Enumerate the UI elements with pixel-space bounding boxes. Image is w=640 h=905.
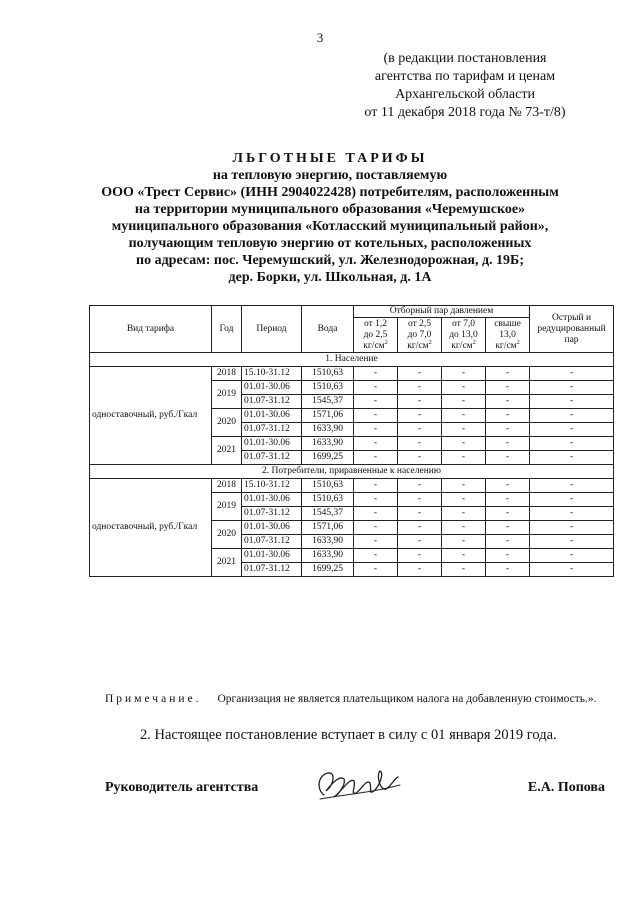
header-steam-unit	[444, 341, 483, 352]
period-cell: 01.07-31.12	[242, 507, 302, 521]
empty-value-cell: -	[486, 395, 530, 409]
reduction-line: от 11 декабря 2018 года № 73-т/8)	[364, 105, 566, 120]
period-cell: 01.07-31.12	[242, 563, 302, 577]
note	[105, 693, 597, 705]
unit-text: кг/см	[451, 340, 473, 351]
header-steam-line: до 7,0	[407, 329, 432, 340]
empty-value-cell: -	[486, 493, 530, 507]
heading-line: по адресам: пос. Черемушский, ул. Железнодорожная, д. 19Б;	[136, 253, 524, 268]
reduction-note	[340, 50, 590, 122]
empty-value-cell: -	[398, 493, 442, 507]
header-steam-4	[486, 318, 530, 353]
note-text: Организация не является плательщиком налога на добавленную стоимость.».	[217, 693, 597, 705]
empty-value-cell: -	[486, 507, 530, 521]
reduction-line: Архангельской области	[395, 87, 535, 102]
water-cell: 1633,90	[302, 535, 354, 549]
empty-value-cell: -	[530, 521, 614, 535]
empty-value-cell: -	[486, 437, 530, 451]
water-cell: 1510,63	[302, 367, 354, 381]
period-cell: 01.07-31.12	[242, 423, 302, 437]
water-cell: 1545,37	[302, 395, 354, 409]
year-cell: 2019	[212, 493, 242, 521]
header-steam-3	[442, 318, 486, 353]
empty-value-cell: -	[398, 437, 442, 451]
heading-line: дер. Борки, ул. Школьная, д. 1А	[228, 270, 432, 285]
empty-value-cell: -	[486, 381, 530, 395]
empty-value-cell: -	[442, 451, 486, 465]
header-period: Период	[242, 306, 302, 353]
empty-value-cell: -	[398, 367, 442, 381]
empty-value-cell: -	[442, 367, 486, 381]
table-row	[90, 367, 614, 381]
empty-value-cell: -	[486, 563, 530, 577]
reduction-line: (в редакции постановления	[383, 51, 547, 66]
unit-sup: 2	[516, 339, 520, 346]
empty-value-cell: -	[354, 395, 398, 409]
water-cell: 1510,63	[302, 493, 354, 507]
header-steam-unit	[356, 341, 395, 352]
empty-value-cell: -	[354, 381, 398, 395]
empty-value-cell: -	[398, 507, 442, 521]
header-steam-1	[354, 318, 398, 353]
period-cell: 01.01-30.06	[242, 409, 302, 423]
header-steam-group: Отборный пар давлением	[354, 306, 530, 318]
empty-value-cell: -	[530, 535, 614, 549]
period-cell: 01.07-31.12	[242, 395, 302, 409]
empty-value-cell: -	[442, 563, 486, 577]
empty-value-cell: -	[398, 423, 442, 437]
empty-value-cell: -	[442, 479, 486, 493]
year-cell: 2021	[212, 437, 242, 465]
empty-value-cell: -	[442, 409, 486, 423]
empty-value-cell: -	[530, 409, 614, 423]
period-cell: 15.10-31.12	[242, 479, 302, 493]
water-cell: 1699,25	[302, 451, 354, 465]
header-sharp-steam	[530, 306, 614, 353]
table-body	[90, 353, 614, 577]
empty-value-cell: -	[530, 507, 614, 521]
header-steam-line: от 7,0	[451, 318, 476, 329]
period-cell: 01.01-30.06	[242, 381, 302, 395]
section-title: 2. Потребители, приравненные к населению	[90, 465, 614, 479]
period-cell: 15.10-31.12	[242, 367, 302, 381]
empty-value-cell: -	[398, 381, 442, 395]
empty-value-cell: -	[398, 549, 442, 563]
empty-value-cell: -	[530, 563, 614, 577]
water-cell: 1633,90	[302, 549, 354, 563]
water-cell: 1510,63	[302, 479, 354, 493]
empty-value-cell: -	[354, 479, 398, 493]
heading-line: получающим тепловую энергию от котельных, расположенных	[128, 236, 532, 251]
header-steam-2	[398, 318, 442, 353]
empty-value-cell: -	[442, 549, 486, 563]
empty-value-cell: -	[354, 437, 398, 451]
empty-value-cell: -	[530, 451, 614, 465]
water-cell: 1545,37	[302, 507, 354, 521]
empty-value-cell: -	[486, 549, 530, 563]
reduction-line: агентства по тарифам и ценам	[374, 69, 556, 84]
year-cell: 2019	[212, 381, 242, 409]
year-cell: 2018	[212, 367, 242, 381]
empty-value-cell: -	[530, 423, 614, 437]
empty-value-cell: -	[354, 367, 398, 381]
empty-value-cell: -	[354, 563, 398, 577]
period-cell: 01.01-30.06	[242, 549, 302, 563]
water-cell: 1633,90	[302, 423, 354, 437]
empty-value-cell: -	[530, 479, 614, 493]
empty-value-cell: -	[442, 521, 486, 535]
header-steam-line: до 13,0	[449, 329, 478, 340]
empty-value-cell: -	[354, 549, 398, 563]
document-title: ЛЬГОТНЫЕ ТАРИФЫ	[232, 151, 428, 166]
empty-value-cell: -	[442, 437, 486, 451]
header-water: Вода	[302, 306, 354, 353]
header-steam-line: свыше	[494, 318, 521, 329]
heading-line: ООО «Трест Сервис» (ИНН 2904022428) потребителям, расположенным	[101, 185, 559, 200]
tariff-type-cell: одноставочный, руб./Гкал	[90, 367, 212, 465]
section-title-row	[90, 465, 614, 479]
header-sharp-line: пар	[564, 334, 579, 345]
header-steam-line: до 2,5	[363, 329, 388, 340]
empty-value-cell: -	[398, 563, 442, 577]
period-cell: 01.07-31.12	[242, 535, 302, 549]
empty-value-cell: -	[398, 479, 442, 493]
signature-block	[105, 777, 605, 817]
note-label: Примечание.	[105, 693, 202, 705]
header-year: Год	[212, 306, 242, 353]
unit-sup: 2	[384, 339, 388, 346]
table-row	[90, 479, 614, 493]
water-cell: 1699,25	[302, 563, 354, 577]
empty-value-cell: -	[442, 423, 486, 437]
period-cell: 01.01-30.06	[242, 437, 302, 451]
empty-value-cell: -	[530, 549, 614, 563]
empty-value-cell: -	[354, 493, 398, 507]
empty-value-cell: -	[530, 367, 614, 381]
empty-value-cell: -	[398, 451, 442, 465]
empty-value-cell: -	[486, 521, 530, 535]
empty-value-cell: -	[398, 521, 442, 535]
empty-value-cell: -	[530, 493, 614, 507]
empty-value-cell: -	[486, 423, 530, 437]
signatory-name: Е.А. Попова	[527, 780, 605, 795]
heading-line: на территории муниципального образования «Черемушское»	[134, 202, 526, 217]
empty-value-cell: -	[442, 535, 486, 549]
year-cell: 2020	[212, 409, 242, 437]
empty-value-cell: -	[442, 381, 486, 395]
year-cell: 2018	[212, 479, 242, 493]
empty-value-cell: -	[442, 395, 486, 409]
document-heading	[60, 150, 600, 286]
year-cell: 2021	[212, 549, 242, 577]
empty-value-cell: -	[354, 507, 398, 521]
empty-value-cell: -	[398, 535, 442, 549]
empty-value-cell: -	[398, 409, 442, 423]
period-cell: 01.01-30.06	[242, 493, 302, 507]
header-steam-line: от 1,2	[363, 318, 388, 329]
empty-value-cell: -	[486, 535, 530, 549]
header-tariff-type: Вид тарифа	[90, 306, 212, 353]
year-cell: 2020	[212, 521, 242, 549]
empty-value-cell: -	[530, 381, 614, 395]
table-header-row	[90, 306, 614, 318]
page-number: 3	[316, 30, 324, 45]
tariff-type-cell: одноставочный, руб./Гкал	[90, 479, 212, 577]
effective-date-text: 2. Настоящее постановление вступает в силу с 01 января 2019 года.	[140, 727, 557, 743]
empty-value-cell: -	[398, 395, 442, 409]
water-cell: 1633,90	[302, 437, 354, 451]
header-sharp-line: редуцированный	[537, 323, 606, 334]
empty-value-cell: -	[442, 493, 486, 507]
header-steam-unit	[400, 341, 439, 352]
tariff-table	[89, 305, 614, 577]
empty-value-cell: -	[530, 437, 614, 451]
empty-value-cell: -	[442, 507, 486, 521]
unit-sup: 2	[472, 339, 476, 346]
unit-text: кг/см	[495, 340, 517, 351]
header-steam-line: от 2,5	[407, 318, 432, 329]
signatory-title: Руководитель агентства	[105, 780, 259, 795]
section-title-row	[90, 353, 614, 367]
empty-value-cell: -	[486, 479, 530, 493]
water-cell: 1571,06	[302, 521, 354, 535]
header-sharp-line: Острый и	[552, 312, 592, 323]
water-cell: 1510,63	[302, 381, 354, 395]
period-cell: 01.07-31.12	[242, 451, 302, 465]
empty-value-cell: -	[354, 521, 398, 535]
header-steam-unit	[488, 341, 527, 352]
header-steam-line: 13,0	[499, 329, 516, 340]
empty-value-cell: -	[354, 451, 398, 465]
heading-line: на тепловую энергию, поставляемую	[212, 168, 448, 183]
section-title: 1. Население	[90, 353, 614, 367]
period-cell: 01.01-30.06	[242, 521, 302, 535]
empty-value-cell: -	[486, 367, 530, 381]
empty-value-cell: -	[486, 451, 530, 465]
empty-value-cell: -	[530, 395, 614, 409]
unit-text: кг/см	[407, 340, 429, 351]
water-cell: 1571,06	[302, 409, 354, 423]
empty-value-cell: -	[354, 423, 398, 437]
empty-value-cell: -	[354, 535, 398, 549]
heading-line: муниципального образования «Котласский муниципальный район»,	[111, 219, 549, 234]
unit-text: кг/см	[363, 340, 385, 351]
empty-value-cell: -	[486, 409, 530, 423]
handwritten-signature	[310, 765, 405, 807]
unit-sup: 2	[428, 339, 432, 346]
empty-value-cell: -	[354, 409, 398, 423]
